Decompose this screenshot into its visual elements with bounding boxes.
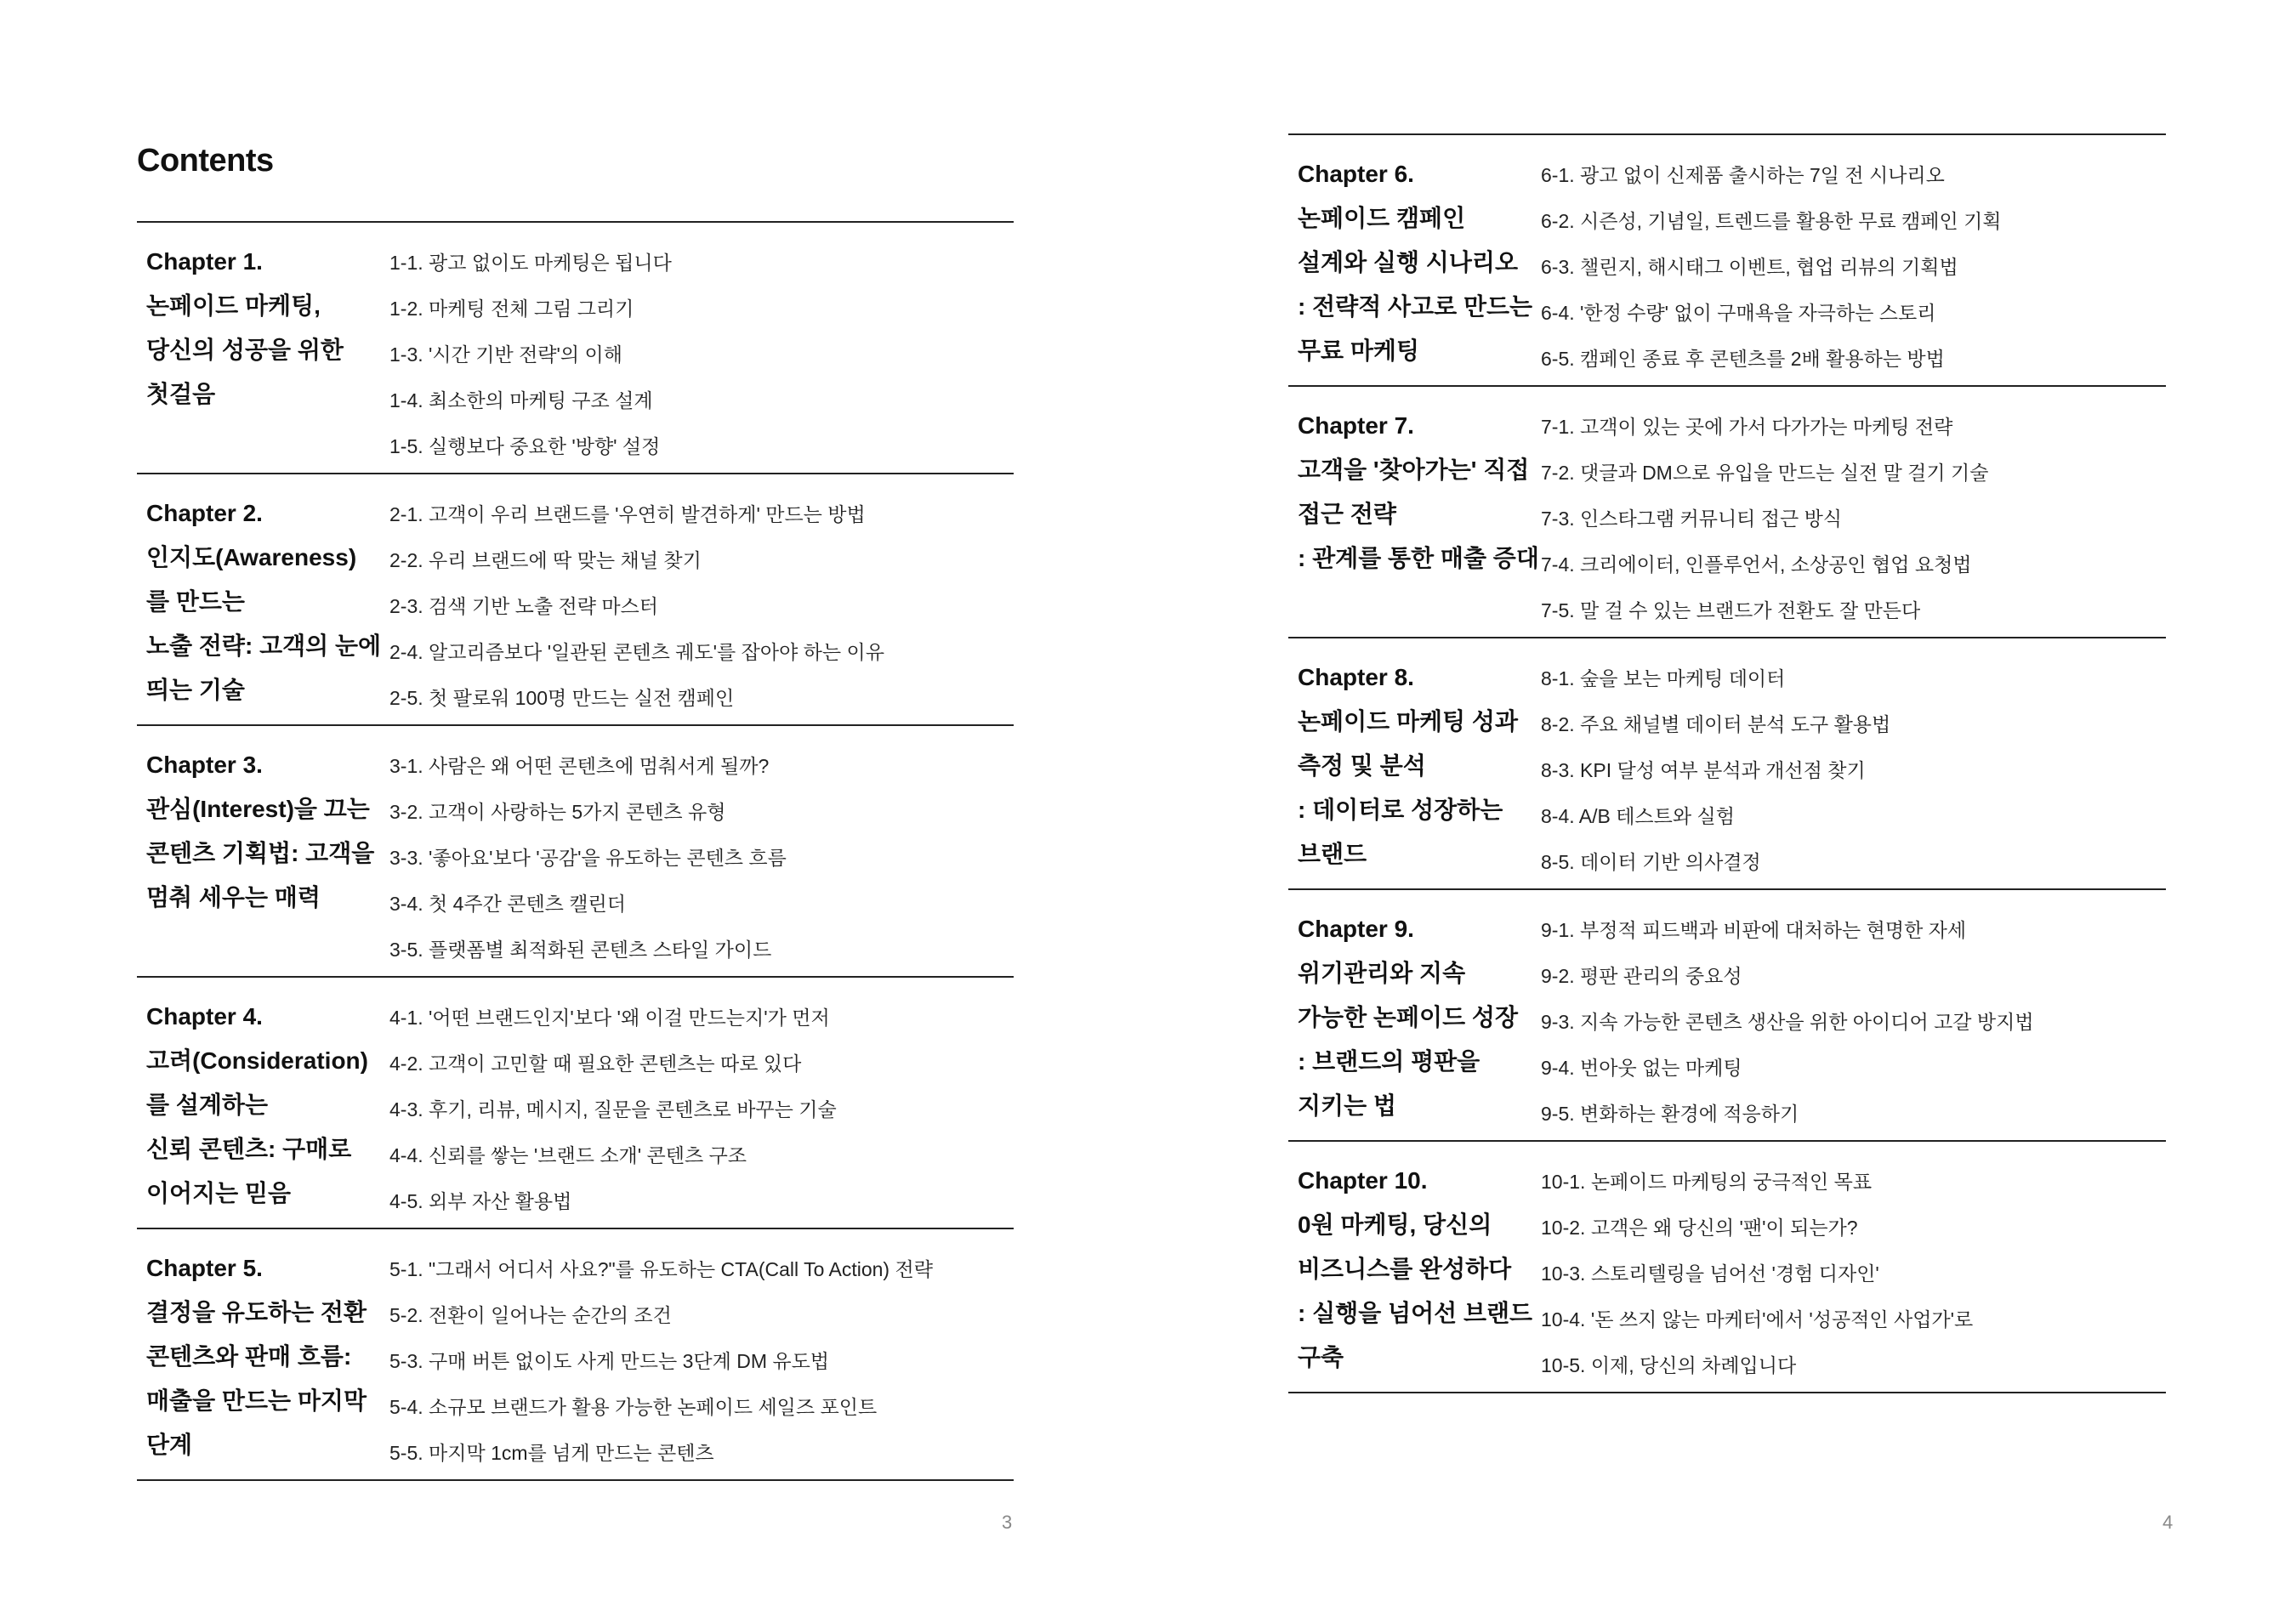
chapter-heading: [1298, 1159, 1536, 1380]
chapter-block: [137, 474, 1014, 726]
section-item: 9-2. 평판 관리의 중요성: [1541, 965, 1742, 987]
chapter-heading-line: Chapter 6.: [1298, 161, 1414, 187]
section-item: 10-5. 이제, 당신의 차례입니다: [1541, 1354, 1797, 1376]
section-item: 10-3. 스토리텔링을 넘어선 '경험 디자인': [1541, 1262, 1879, 1285]
chapter-heading: [146, 995, 384, 1216]
chapter-heading-line: 신뢰 콘텐츠: 구매로: [146, 1136, 352, 1162]
chapter-heading-line: 를 설계하는: [146, 1092, 269, 1118]
section-list: [1541, 655, 1890, 885]
chapter-heading-line: 고객을 '찾아가는' 직접: [1298, 457, 1530, 483]
chapter-heading: [1298, 404, 1539, 581]
section-item: 6-2. 시즌성, 기념일, 트렌드를 활용한 무료 캠페인 기획: [1541, 210, 2002, 232]
section-item: 9-5. 변화하는 환경에 적응하기: [1541, 1103, 1799, 1125]
section-list: [389, 1246, 933, 1476]
chapter-heading: [146, 1246, 384, 1467]
chapter-heading: [1298, 152, 1536, 373]
chapter-heading-line: : 전략적 사고로 만드는: [1298, 293, 1533, 320]
section-item: 3-5. 플랫폼별 최적화된 콘텐츠 스타일 가이드: [389, 939, 772, 961]
chapter-heading-line: Chapter 2.: [146, 500, 263, 526]
section-item: 4-2. 고객이 고민할 때 필요한 콘텐츠는 따로 있다: [389, 1052, 802, 1075]
section-item: 1-4. 최소한의 마케팅 구조 설계: [389, 389, 653, 411]
section-item: 7-5. 말 걸 수 있는 브랜드가 전환도 잘 만든다: [1541, 599, 1921, 621]
chapter-heading: [1298, 907, 1536, 1128]
chapter-heading-line: 논페이드 마케팅,: [146, 292, 321, 319]
chapter-heading-line: : 실행을 넘어선 브랜드: [1298, 1300, 1533, 1326]
section-item: 4-4. 신뢰를 쌓는 '브랜드 소개' 콘텐츠 구조: [389, 1144, 747, 1166]
chapter-heading-line: 0원 마케팅, 당신의: [1298, 1211, 1492, 1238]
chapter-heading-line: 가능한 논페이드 성장: [1298, 1004, 1518, 1030]
section-item: 4-1. '어떤 브랜드인지'보다 '왜 이걸 만드는지'가 먼저: [389, 1007, 830, 1029]
chapter-heading-line: 결정을 유도하는 전환: [146, 1299, 367, 1325]
chapter-block: [1288, 638, 2166, 890]
section-item: 9-1. 부정적 피드백과 비판에 대처하는 현명한 자세: [1541, 919, 1967, 941]
chapter-heading-line: 매출을 만드는 마지막: [146, 1387, 367, 1414]
chapter-block: [137, 1229, 1014, 1481]
section-item: 2-2. 우리 브랜드에 딱 맞는 채널 찾기: [389, 549, 702, 571]
section-item: 10-1. 논페이드 마케팅의 궁극적인 목표: [1541, 1171, 1873, 1193]
section-item: 7-2. 댓글과 DM으로 유입을 만드는 실전 말 걸기 기술: [1541, 462, 1989, 484]
chapter-heading-line: 브랜드: [1298, 841, 1367, 867]
section-item: 9-4. 번아웃 없는 마케팅: [1541, 1057, 1742, 1079]
chapter-heading-line: 콘텐츠와 판매 흐름:: [146, 1343, 352, 1370]
section-item: 8-4. A/B 테스트와 실험: [1541, 805, 1735, 827]
chapter-block: [1288, 135, 2166, 387]
section-list: [1541, 404, 1988, 633]
chapter-heading: [146, 743, 384, 920]
section-item: 3-1. 사람은 왜 어떤 콘텐츠에 멈춰서게 될까?: [389, 755, 770, 777]
page-number: 3: [1002, 1512, 1013, 1533]
section-list: [389, 743, 787, 973]
chapter-heading-line: 첫걸음: [146, 381, 216, 407]
toc-right: [1288, 133, 2166, 1393]
chapter-heading-line: 이어지는 믿음: [146, 1180, 292, 1206]
chapter-heading-line: 측정 및 분석: [1298, 752, 1426, 779]
section-item: 1-1. 광고 없이도 마케팅은 됩니다: [389, 252, 672, 274]
section-item: 4-3. 후기, 리뷰, 메시지, 질문을 콘텐츠로 바꾸는 기술: [389, 1098, 837, 1121]
chapter-heading-line: 접근 전략: [1298, 501, 1396, 527]
chapter-heading-line: Chapter 1.: [146, 248, 263, 275]
section-item: 1-3. '시간 기반 전략'의 이해: [389, 343, 622, 366]
section-item: 9-3. 지속 가능한 콘텐츠 생산을 위한 아이디어 고갈 방지법: [1541, 1011, 2034, 1033]
chapter-heading-line: Chapter 7.: [1298, 412, 1414, 439]
chapter-block: [137, 978, 1014, 1229]
chapter-heading-line: 설계와 실행 시나리오: [1298, 249, 1518, 275]
section-list: [389, 491, 884, 721]
section-item: 2-5. 첫 팔로워 100명 만드는 실전 캠페인: [389, 687, 735, 709]
section-item: 5-4. 소규모 브랜드가 활용 가능한 논페이드 세일즈 포인트: [389, 1396, 878, 1418]
section-item: 6-5. 캠페인 종료 후 콘텐츠를 2배 활용하는 방법: [1541, 348, 1945, 370]
chapter-heading-line: 위기관리와 지속: [1298, 960, 1466, 986]
section-list: [389, 240, 672, 469]
chapter-heading-line: 노출 전략: 고객의 눈에: [146, 633, 382, 659]
section-item: 7-3. 인스타그램 커뮤니티 접근 방식: [1541, 508, 1843, 530]
section-item: 7-1. 고객이 있는 곳에 가서 다가가는 마케팅 전략: [1541, 416, 1953, 438]
chapter-heading-line: 논페이드 캠페인: [1298, 205, 1466, 231]
page-number: 4: [2162, 1512, 2174, 1533]
section-item: 1-2. 마케팅 전체 그림 그리기: [389, 298, 634, 320]
toc-left: [137, 221, 1014, 1481]
section-item: 2-3. 검색 기반 노출 전략 마스터: [389, 595, 658, 617]
chapter-heading: [1298, 655, 1536, 877]
section-item: 6-3. 챌린지, 해시태그 이벤트, 협업 리뷰의 기획법: [1541, 256, 1958, 278]
section-item: 8-1. 숲을 보는 마케팅 데이터: [1541, 667, 1786, 689]
section-item: 4-5. 외부 자산 활용법: [389, 1190, 572, 1212]
chapter-heading-line: Chapter 3.: [146, 752, 263, 778]
chapter-heading-line: Chapter 9.: [1298, 916, 1414, 942]
section-item: 7-4. 크리에이터, 인플루언서, 소상공인 협업 요청법: [1541, 553, 1972, 576]
section-item: 1-5. 실행보다 중요한 '방향' 설정: [389, 435, 661, 457]
chapter-heading-line: Chapter 5.: [146, 1255, 263, 1281]
chapter-heading-line: : 관계를 통한 매출 증대: [1298, 545, 1539, 571]
chapter-heading-line: 인지도(Awareness): [146, 544, 357, 570]
section-list: [1541, 907, 2034, 1137]
section-item: 2-1. 고객이 우리 브랜드를 '우연히 발견하게' 만드는 방법: [389, 503, 866, 525]
chapter-heading-line: : 데이터로 성장하는: [1298, 797, 1503, 823]
section-item: 3-2. 고객이 사랑하는 5가지 콘텐츠 유형: [389, 801, 726, 823]
section-item: 5-1. "그래서 어디서 사요?"를 유도하는 CTA(Call To Action) 전략: [389, 1258, 933, 1280]
section-item: 5-5. 마지막 1cm를 넘게 만드는 콘텐츠: [389, 1442, 714, 1464]
chapter-heading-line: Chapter 4.: [146, 1003, 263, 1030]
chapter-heading-line: 당신의 성공을 위한: [146, 337, 344, 363]
right-page: [1148, 0, 2296, 1617]
section-item: 3-4. 첫 4주간 콘텐츠 캘린더: [389, 893, 626, 915]
section-list: [389, 995, 837, 1224]
chapter-heading-line: 단계: [146, 1432, 193, 1458]
chapter-heading-line: : 브랜드의 평판을: [1298, 1048, 1480, 1075]
chapter-heading-line: 멈춰 세우는 매력: [146, 884, 321, 911]
chapter-block: [137, 223, 1014, 474]
section-item: 10-4. '돈 쓰지 않는 마케터'에서 '성공적인 사업가'로: [1541, 1308, 1974, 1330]
section-item: 8-3. KPI 달성 여부 분석과 개선점 찾기: [1541, 759, 1866, 781]
chapter-heading-line: 콘텐츠 기획법: 고객을: [146, 840, 375, 866]
chapter-heading-line: 비즈니스를 완성하다: [1298, 1256, 1512, 1282]
contents-title: Contents: [137, 143, 274, 179]
section-item: 6-1. 광고 없이 신제품 출시하는 7일 전 시나리오: [1541, 164, 1945, 186]
chapter-heading-line: 논페이드 마케팅 성과: [1298, 708, 1518, 735]
chapter-block: [137, 726, 1014, 978]
section-list: [1541, 1159, 1973, 1388]
chapter-heading-line: 구축: [1298, 1344, 1344, 1370]
section-item: 10-2. 고객은 왜 당신의 '팬'이 되는가?: [1541, 1217, 1858, 1239]
section-item: 6-4. '한정 수량' 없이 구매욕을 자극하는 스토리: [1541, 302, 1936, 324]
section-item: 8-2. 주요 채널별 데이터 분석 도구 활용법: [1541, 713, 1891, 735]
chapter-block: [1288, 387, 2166, 638]
section-item: 3-3. '좋아요'보다 '공감'을 유도하는 콘텐츠 흐름: [389, 847, 787, 869]
section-list: [1541, 152, 2002, 382]
chapter-heading-line: 무료 마케팅: [1298, 338, 1420, 364]
section-item: 2-4. 알고리즘보다 '일관된 콘텐츠 궤도'를 잡아야 하는 이유: [389, 641, 884, 663]
chapter-heading-line: Chapter 10.: [1298, 1167, 1428, 1194]
chapter-heading-line: 를 만드는: [146, 588, 245, 615]
section-item: 5-2. 전환이 일어나는 순간의 조건: [389, 1304, 672, 1326]
chapter-heading-line: 고려(Consideration): [146, 1047, 368, 1074]
chapter-heading-line: Chapter 8.: [1298, 664, 1414, 690]
chapter-heading-line: 띄는 기술: [146, 677, 245, 703]
chapter-heading: [146, 240, 384, 417]
section-item: 5-3. 구매 버튼 없이도 사게 만드는 3단계 DM 유도법: [389, 1350, 830, 1372]
section-item: 8-5. 데이터 기반 의사결정: [1541, 851, 1761, 873]
chapter-block: [1288, 890, 2166, 1142]
chapter-block: [1288, 1142, 2166, 1393]
chapter-heading: [146, 491, 384, 712]
chapter-heading-line: 지키는 법: [1298, 1092, 1396, 1119]
chapter-heading-line: 관심(Interest)을 끄는: [146, 796, 370, 822]
